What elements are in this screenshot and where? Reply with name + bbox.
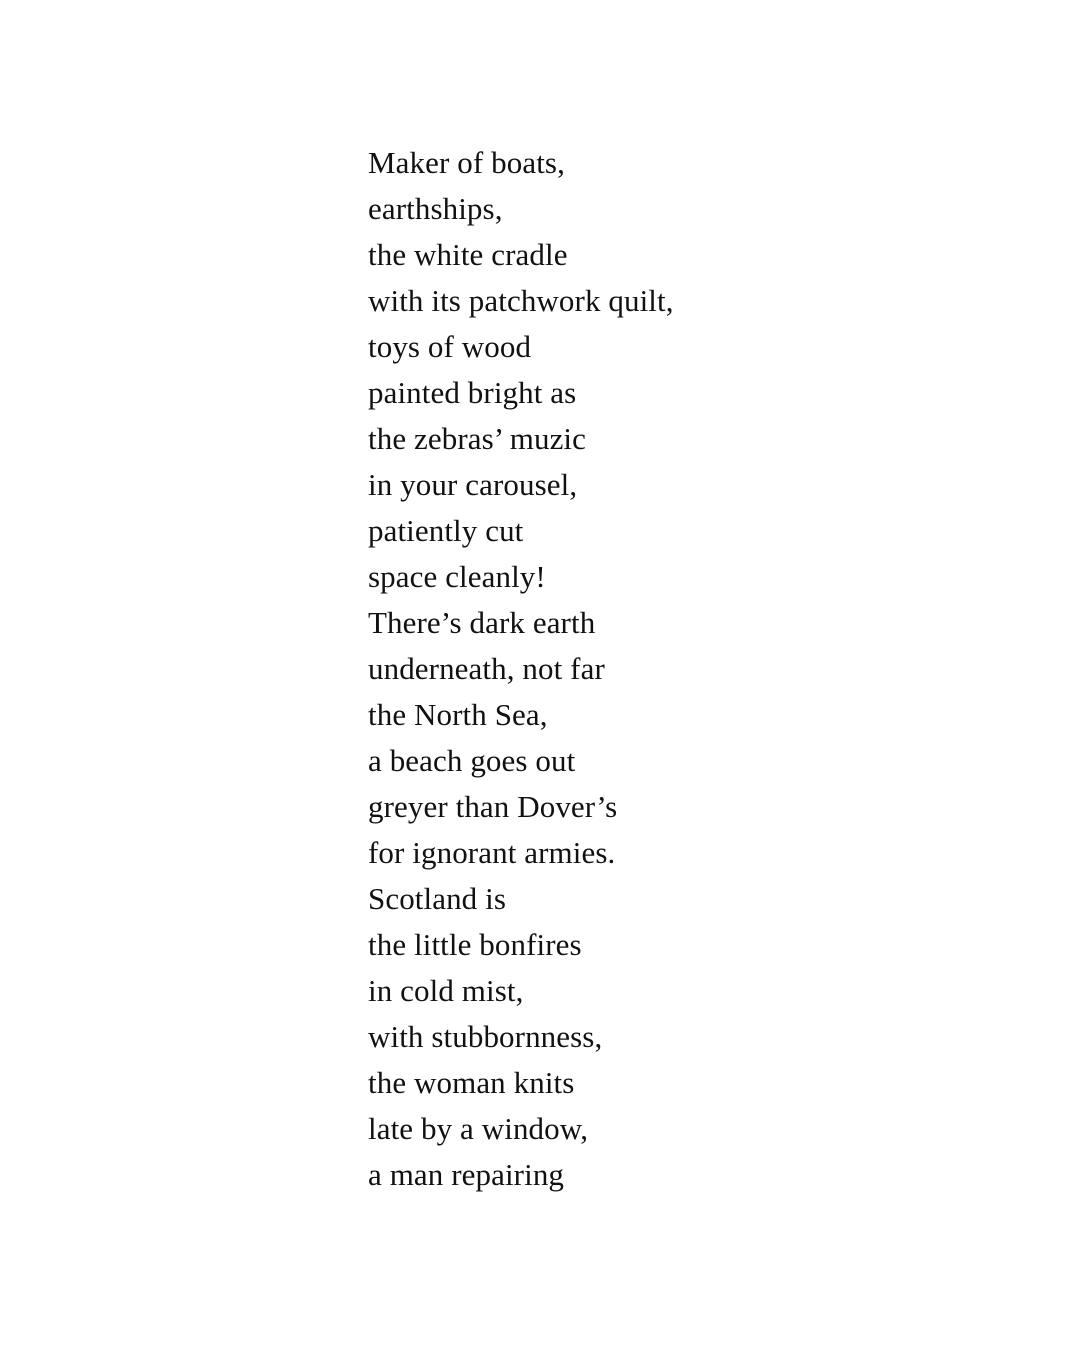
poem-line-14: a beach goes out xyxy=(368,743,576,778)
poem-line-18: the little bonfires xyxy=(368,927,582,962)
poem-line-17: Scotland is xyxy=(368,881,507,916)
poem-line-15: greyer than Dover’s xyxy=(368,789,618,824)
poem-line-5: toys of wood xyxy=(368,329,532,364)
poem-line-23: a man repairing xyxy=(368,1157,565,1192)
poem-line-9: patiently cut xyxy=(368,513,524,548)
poem-line-20: with stubbornness, xyxy=(368,1019,603,1054)
poem-line-2: earthships, xyxy=(368,191,503,226)
poem-line-6: painted bright as xyxy=(368,375,577,410)
poem-line-7: the zebras’ muzic xyxy=(368,421,587,456)
poem-line-13: the North Sea, xyxy=(368,697,548,732)
poem-line-8: in your carousel, xyxy=(368,467,578,502)
poem-line-11: There’s dark earth xyxy=(368,605,596,640)
poem-line-10: space cleanly! xyxy=(368,559,546,594)
poem-line-12: underneath, not far xyxy=(368,651,605,686)
poem-line-16: for ignorant armies. xyxy=(368,835,616,870)
poem-line-22: late by a window, xyxy=(368,1111,589,1146)
poem-line-21: the woman knits xyxy=(368,1065,575,1100)
poem-text xyxy=(368,140,674,1198)
poem-line-3: the white cradle xyxy=(368,237,568,272)
poem-line-1: Maker of boats, xyxy=(368,145,565,180)
poem-line-19: in cold mist, xyxy=(368,973,524,1008)
poem-line-4: with its patchwork quilt, xyxy=(368,283,674,318)
